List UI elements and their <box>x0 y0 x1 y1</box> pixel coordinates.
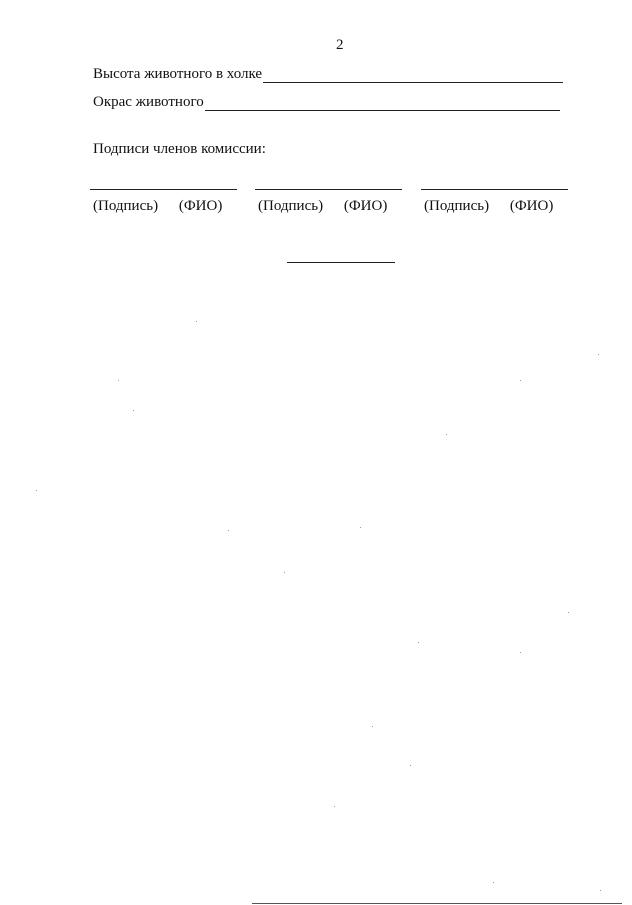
signature-caption-label: (Подпись) <box>93 198 159 214</box>
scan-speck <box>36 490 37 491</box>
scan-speck <box>493 882 494 883</box>
scan-speck <box>418 642 419 643</box>
scan-speck <box>133 410 134 411</box>
signature-line-3 <box>421 189 568 190</box>
scan-speck <box>446 434 447 435</box>
scan-speck <box>520 380 521 381</box>
animal-height-label: Высота животного в холке <box>93 66 263 82</box>
scan-bottom-edge <box>252 903 622 904</box>
animal-color-blank <box>205 96 560 111</box>
signature-line-2 <box>255 189 402 190</box>
signature-line-1 <box>90 189 237 190</box>
scan-speck <box>568 612 569 613</box>
signature-caption-label: (Подпись) <box>258 198 324 214</box>
scan-speck <box>520 652 521 653</box>
signature-caption-label: (Подпись) <box>424 198 490 214</box>
scan-speck <box>598 354 599 355</box>
animal-color-field <box>93 94 560 111</box>
end-of-document-rule <box>287 262 395 263</box>
full-name-caption-label: (ФИО) <box>343 198 388 214</box>
scan-speck <box>410 765 411 766</box>
scan-speck <box>600 890 601 891</box>
scan-speck <box>372 726 373 727</box>
full-name-caption-label: (ФИО) <box>178 198 223 214</box>
animal-color-label: Окрас животного <box>93 94 204 110</box>
scan-speck <box>360 527 361 528</box>
commission-signatures-heading: Подписи членов комиссии: <box>93 141 266 157</box>
scan-speck <box>334 806 335 807</box>
signature-caption-2 <box>258 198 387 215</box>
scan-speck <box>118 380 119 381</box>
animal-height-field <box>93 66 563 83</box>
full-name-caption-label: (ФИО) <box>509 198 554 214</box>
signature-caption-1 <box>93 198 222 215</box>
scan-speck <box>284 572 285 573</box>
scan-speck <box>228 530 229 531</box>
page-number: 2 <box>336 37 344 53</box>
scan-speck <box>196 321 197 322</box>
animal-height-blank <box>263 68 563 83</box>
signature-caption-3 <box>424 198 553 215</box>
